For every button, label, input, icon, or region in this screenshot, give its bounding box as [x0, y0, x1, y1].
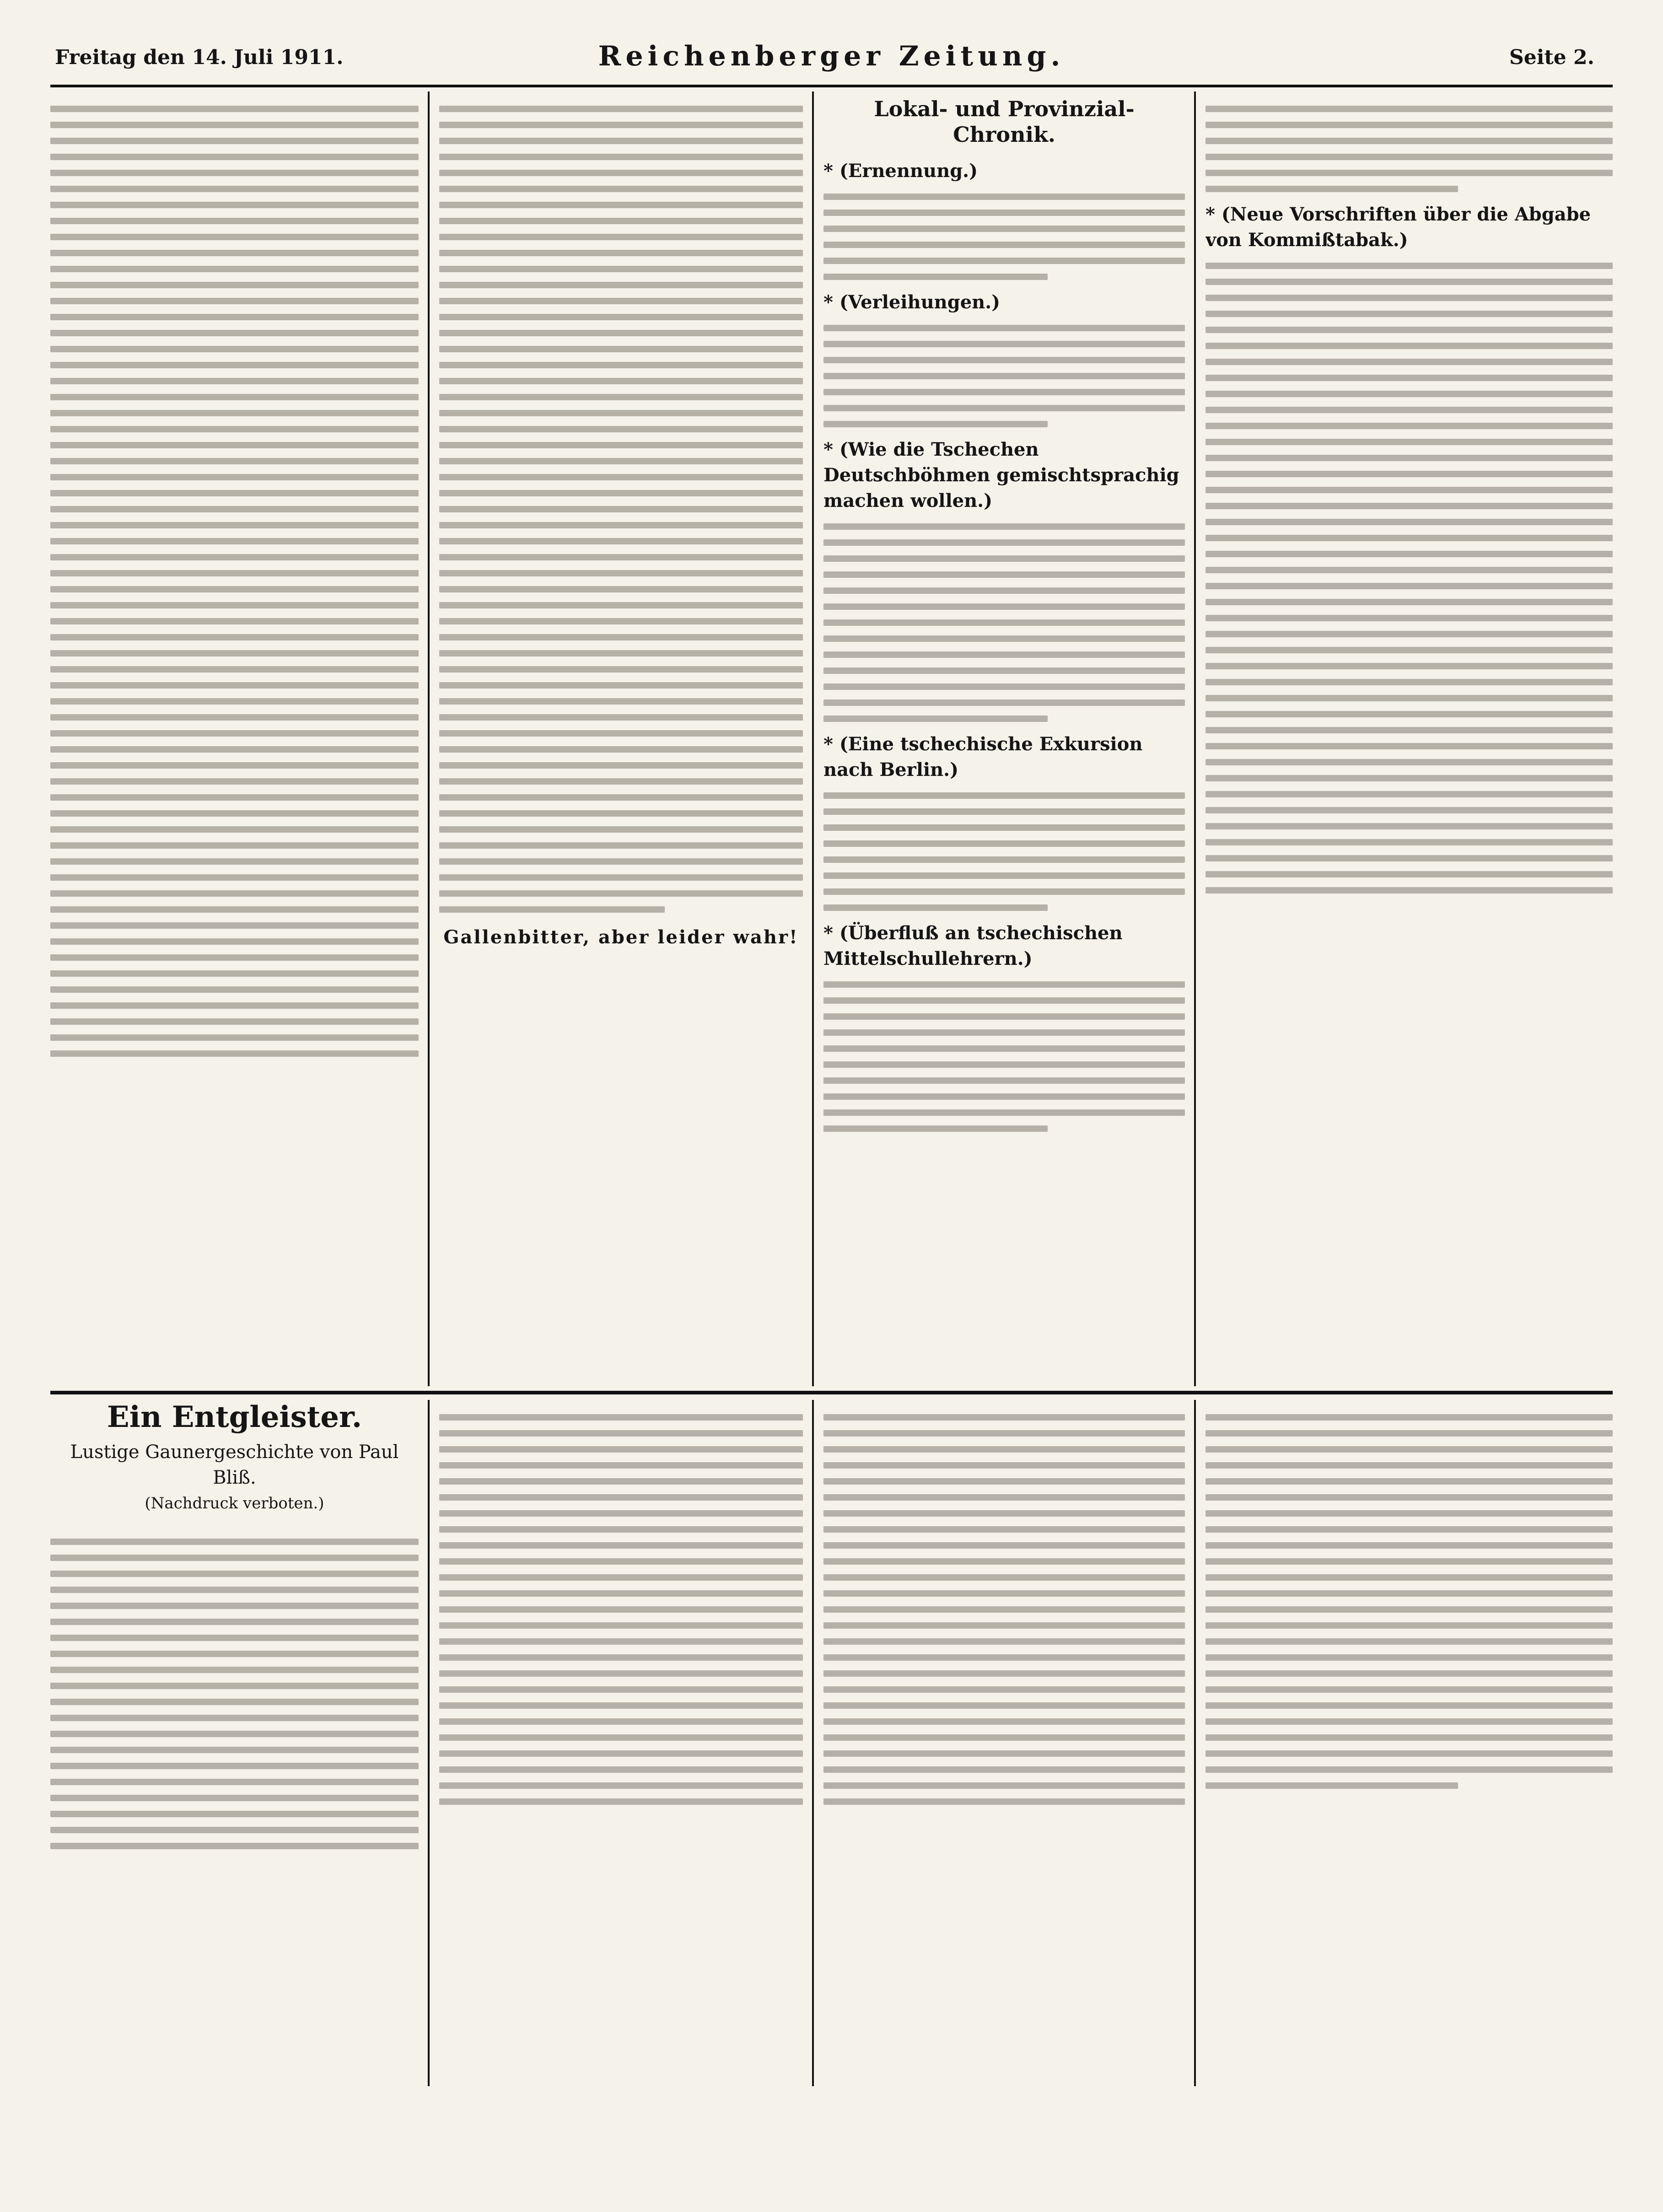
- news-item-text-placeholder: [823, 792, 1185, 911]
- story-text-placeholder: [50, 1539, 419, 1849]
- news-item-heading: * (Ernennung.): [823, 160, 978, 182]
- news-item-heading: * (Überfluß an tschechischen Mittelschullehrern.): [823, 922, 1123, 969]
- article-text-placeholder: [50, 106, 419, 1057]
- news-item-heading: * (Verleihungen.): [823, 291, 1001, 313]
- header-rule: [50, 85, 1613, 87]
- story-text-placeholder: [439, 1414, 803, 1805]
- article-text-placeholder: [439, 106, 803, 913]
- news-item-text-placeholder: [823, 194, 1185, 280]
- column-chronicle: [823, 96, 1185, 1377]
- feuilleton-column-2: [439, 1405, 803, 2082]
- column-divider-3: [1194, 91, 1196, 1386]
- feuilleton-column-4: [1206, 1405, 1613, 2082]
- news-item-heading: * (Eine tschechische Exkursion nach Berlin.): [823, 733, 1143, 780]
- feuilleton-subtitle: Lustige Gaunergeschichte von Paul Bliß.: [70, 1442, 399, 1488]
- column-divider-2: [812, 91, 814, 1386]
- column-politics-2: [439, 96, 803, 1377]
- story-text-placeholder: [1206, 1414, 1613, 1789]
- feuilleton-divider-1: [428, 1400, 430, 2086]
- section-title: Lokal- und Provinzial-Chronik.: [874, 97, 1135, 147]
- feuilleton-column-3: [823, 1405, 1185, 2082]
- feuilleton-divider-2: [812, 1400, 814, 2086]
- feuilleton-rule: [50, 1391, 1613, 1394]
- issue-date: Freitag den 14. Juli 1911.: [55, 46, 344, 69]
- story-text-placeholder: [823, 1414, 1185, 1805]
- news-item-text-placeholder: [823, 523, 1185, 722]
- news-item-text-placeholder: [1206, 263, 1613, 893]
- masthead-title: Reichenberger Zeitung.: [598, 40, 1065, 72]
- column-divider-1: [428, 91, 430, 1386]
- reprint-notice: (Nachdruck verboten.): [145, 1494, 324, 1512]
- page-header: [0, 32, 1663, 78]
- feuilleton-column-1: [50, 1405, 419, 2082]
- feuilleton-title: Ein Entgleister.: [107, 1405, 362, 1434]
- news-item-heading: * (Wie die Tschechen Deutschböhmen gemischtsprachig machen wollen.): [823, 439, 1179, 511]
- news-item-text-placeholder: [1206, 106, 1613, 192]
- article-signature: Gallenbitter, aber leider wahr!: [443, 926, 799, 948]
- news-item-text-placeholder: [823, 981, 1185, 1132]
- feuilleton-divider-3: [1194, 1400, 1196, 2086]
- page-number: Seite 2.: [1509, 46, 1594, 69]
- column-chronicle-continued: [1206, 96, 1613, 1377]
- column-politics-1: [50, 96, 419, 1377]
- news-item-heading: * (Neue Vorschriften über die Abgabe von Kommißtabak.): [1206, 204, 1591, 251]
- news-item-text-placeholder: [823, 325, 1185, 427]
